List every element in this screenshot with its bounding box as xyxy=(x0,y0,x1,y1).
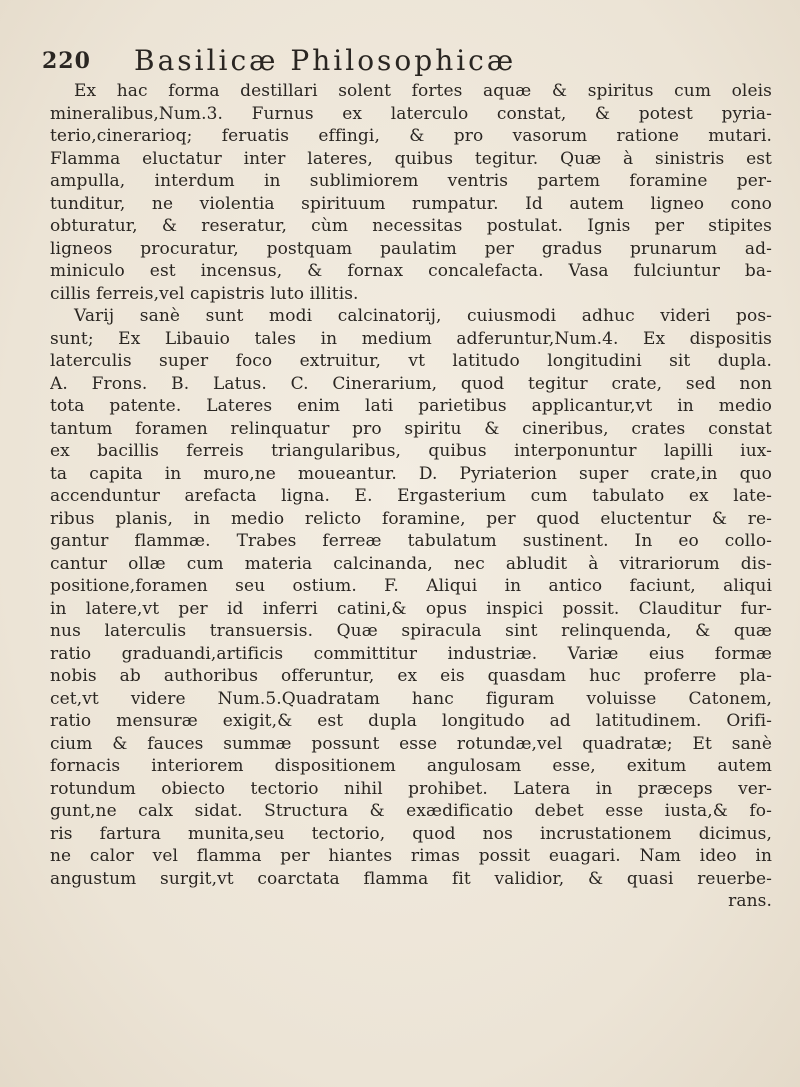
text-line: cium & fauces summæ possunt esse rotundæ,vel quadratæ; Et sanè xyxy=(50,733,772,754)
text-line: A. Frons. B. Latus. C. Cinerarium, quod tegitur crate, sed non xyxy=(50,373,772,394)
text-line: laterculis super foco extruitur, vt latitudo longitudini sit dupla. xyxy=(50,351,772,371)
text-line: Varij sanè sunt modi calcinatorij, cuiusmodi adhuc videri pos- xyxy=(74,306,772,326)
text-line: tantum foramen relinquatur pro spiritu & cineribus, crates constat xyxy=(50,418,772,439)
text-line: miniculo est incensus, & fornax concalefacta. Vasa fulciuntur ba- xyxy=(50,261,772,281)
text-line: gunt,ne calx sidat. Structura & exædificatio debet esse iusta,& fo- xyxy=(50,801,772,821)
text-line: ratio graduandi,artificis committitur industriæ. Variæ eius formæ xyxy=(50,643,772,664)
text-line: rans. xyxy=(728,891,772,911)
text-line: in latere,vt per id inferri catini,& opus inspici possit. Clauditur fur- xyxy=(50,598,772,619)
text-line: obturatur, & reseratur, cùm necessitas postulat. Ignis per stipites xyxy=(50,216,772,236)
text-line: rotundum obiecto tectorio nihil prohibet. Latera in præceps ver- xyxy=(50,778,772,799)
text-line: mineralibus,Num.3. Furnus ex laterculo constat, & potest pyria- xyxy=(50,103,772,124)
text-line: ta capita in muro,ne moueantur. D. Pyriaterion super crate,in quo xyxy=(50,463,772,484)
text-line: tunditur, ne violentia spirituum rumpatur. Id autem ligneo cono xyxy=(50,193,772,214)
running-title: Basilicæ Philosophicæ xyxy=(134,44,517,77)
text-line: fornacis interiorem dispositionem angulosam esse, exitum autem xyxy=(50,756,772,776)
text-line: ratio mensuræ exigit,& est dupla longitudo ad latitudinem. Orifi- xyxy=(50,711,772,731)
text-line: sunt; Ex Libauio tales in medium adferuntur,Num.4. Ex dispositis xyxy=(50,328,772,349)
text-line: ampulla, interdum in sublimiorem ventris partem foramine per- xyxy=(50,171,772,191)
text-line: ligneos procuratur, postquam paulatim per gradus prunarum ad- xyxy=(50,238,772,259)
text-line: cet,vt videre Num.5.Quadratam hanc figuram voluisse Catonem, xyxy=(50,688,772,709)
text-line: positione,foramen seu ostium. F. Aliqui in antico faciunt, aliqui xyxy=(50,576,772,596)
text-line: gantur flammæ. Trabes ferreæ tabulatum sustinent. In eo collo- xyxy=(50,531,772,551)
text-line: ne calor vel flamma per hiantes rimas possit euagari. Nam ideo in xyxy=(50,846,772,866)
page-header xyxy=(42,42,772,78)
text-line: Ex hac forma destillari solent fortes aquæ & spiritus cum oleis xyxy=(74,81,772,101)
text-line: cillis ferreis,vel capistris luto illitis. xyxy=(50,283,359,304)
text-line: accenduntur arefacta ligna. E. Ergasterium cum tabulato ex late- xyxy=(50,486,772,506)
body-text xyxy=(50,80,772,913)
text-line: ris fartura munita,seu tectorio, quod nos incrustationem dicimus, xyxy=(50,823,772,844)
text-line: nus laterculis transuersis. Quæ spiracula sint relinquenda, & quæ xyxy=(50,621,772,641)
text-line: terio,cinerarioq; feruatis effingi, & pro vasorum ratione mutari. xyxy=(50,126,772,146)
text-line: angustum surgit,vt coarctata flamma fit validior, & quasi reuerbe- xyxy=(50,868,772,889)
text-line: nobis ab authoribus offeruntur, ex eis quasdam huc proferre pla- xyxy=(50,666,772,686)
text-line: ribus planis, in medio relicto foramine, per quod eluctentur & re- xyxy=(50,508,772,529)
text-line: cantur ollæ cum materia calcinanda, nec abludit à vitrariorum dis- xyxy=(50,553,772,574)
text-line: ex bacillis ferreis triangularibus, quibus interponuntur lapilli iux- xyxy=(50,441,772,461)
text-line: tota patente. Lateres enim lati parietibus applicantur,vt in medio xyxy=(50,396,772,416)
page-number: 220 xyxy=(42,48,91,74)
text-line: Flamma eluctatur inter lateres, quibus tegitur. Quæ à sinistris est xyxy=(50,148,772,169)
